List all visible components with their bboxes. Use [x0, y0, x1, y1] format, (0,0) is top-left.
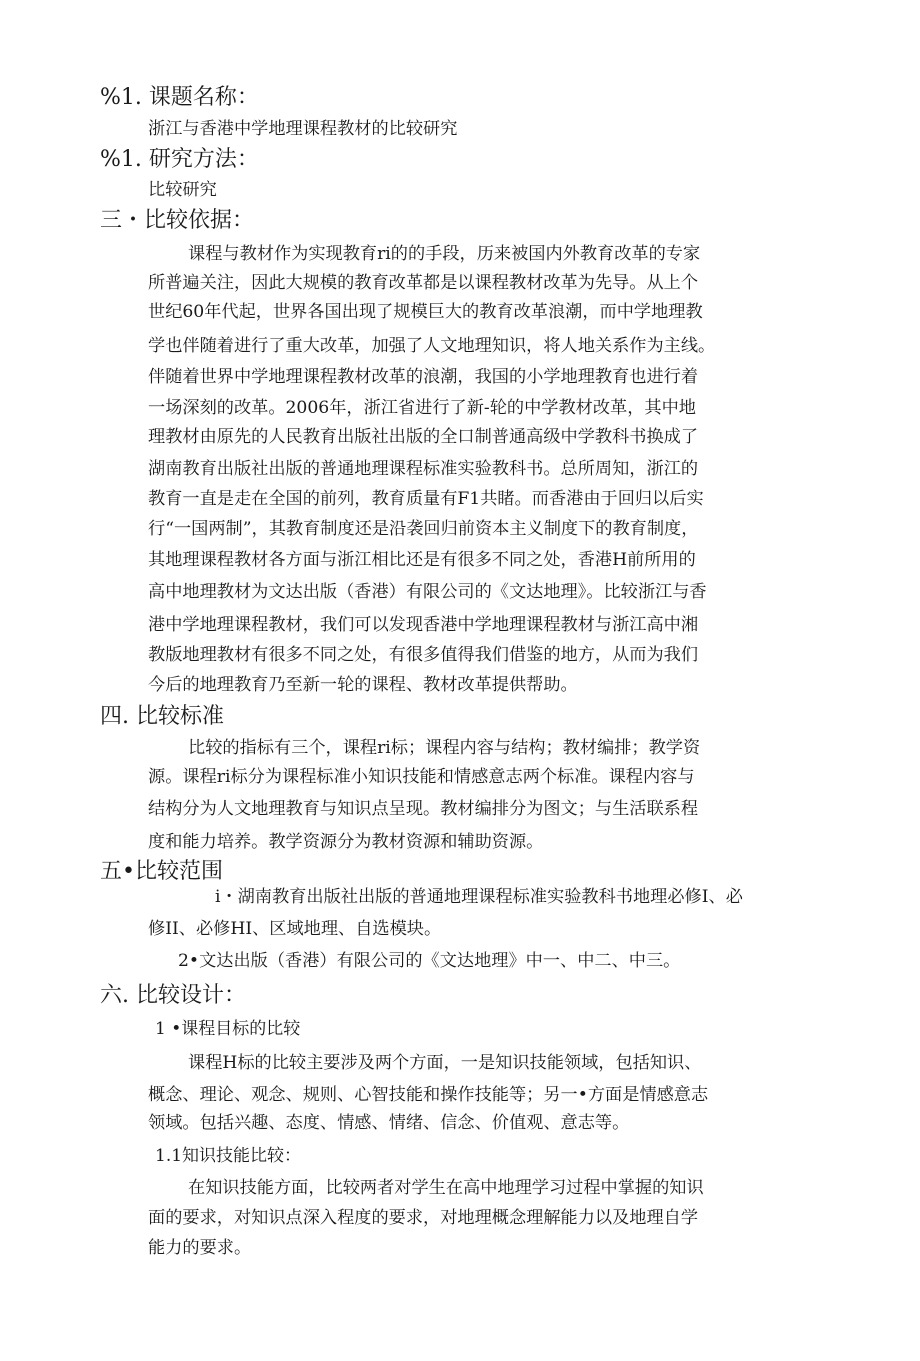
section-6-line-2: 概念、理论、观念、规则、心智技能和操作技能等；另一•方面是情感意志: [148, 1085, 709, 1105]
section-3-line-10: 行“一国两制”，其教育制度还是沿袭回归前资本主义制度下的教育制度，: [148, 519, 699, 539]
section-6-line-4: 在知识技能方面，比较两者对学生在高中地理学习过程中掌握的知识: [188, 1178, 704, 1198]
section-4-line-4: 度和能力培养。教学资源分为教材资源和辅助资源。: [148, 832, 544, 852]
section-1-heading: %1. 课题名称：: [100, 85, 259, 110]
section-3-line-8: 湖南教育出版社出版的普通地理课程标准实验教科书。总所周知，浙江的: [148, 459, 699, 479]
section-4-line-2: 源。课程ri标分为课程标准小知识技能和情感意志两个标准。课程内容与: [148, 767, 695, 787]
section-3-line-9: 教育一直是走在全国的前列，教育质量有F1共睹。而香港由于回归以后实: [148, 489, 704, 509]
section-3-line-14: 教版地理教材有很多不同之处，有很多值得我们借鉴的地方，从而为我们: [148, 645, 699, 665]
section-3-line-11: 其地理课程教材各方面与浙江相比还是有很多不同之处，香港H前所用的: [148, 550, 696, 570]
section-3-line-7: 理教材由原先的人民教育出版社出版的全口制普通高级中学教科书换成了: [148, 427, 699, 447]
section-3-heading: 三・比较依据：: [100, 208, 255, 233]
section-5-line-1: i・湖南教育出版社出版的普通地理课程标准实验教科书地理必修I、必: [215, 887, 743, 907]
section-2-line-1: 比较研究: [148, 180, 217, 200]
section-6-line-5: 面的要求，对知识点深入程度的要求，对地理概念理解能力以及地理自学: [148, 1208, 699, 1228]
section-3-line-3: 世纪60年代起，世界各国出现了规模巨大的教育改革浪潮，而中学地理教: [148, 302, 703, 322]
section-6-subheading-2: 1.1知识技能比较：: [155, 1146, 302, 1166]
section-3-line-6: 一场深刻的改革。2006年，浙江省进行了新-轮的中学教材改革，其中地: [148, 398, 696, 418]
section-6-line-3: 领域。包括兴趣、态度、情感、情绪、信念、价值观、意志等。: [148, 1113, 630, 1133]
section-3-line-5: 伴随着世界中学地理课程教材改革的浪潮，我国的小学地理教育也进行着: [148, 367, 699, 387]
section-6-heading: 六. 比较设计：: [100, 983, 246, 1008]
section-4-heading: 四. 比较标准: [100, 704, 224, 729]
section-6-line-6: 能力的要求。: [148, 1238, 252, 1258]
section-3-line-13: 港中学地理课程教材，我们可以发现香港中学地理课程教材与浙江高中湘: [148, 615, 699, 635]
section-6-subheading-1: 1 •课程目标的比较: [155, 1019, 301, 1039]
section-6-line-1: 课程H标的比较主要涉及两个方面，一是知识技能领域，包括知识、: [188, 1053, 702, 1073]
section-5-line-2: 修II、必修HI、区域地理、自选模块。: [148, 919, 442, 939]
section-4-line-1: 比较的指标有三个，课程ri标；课程内容与结构；教材编排；教学资: [188, 738, 701, 758]
section-5-line-3: 2•文达出版（香港）有限公司的《文达地理》中一、中二、中三。: [178, 951, 681, 971]
section-3-line-4: 学也伴随着进行了重大改革，加强了人文地理知识，将人地关系作为主线。: [148, 336, 716, 356]
section-3-line-2: 所普遍关注，因此大规模的教育改革都是以课程教材改革为先导。从上个: [148, 273, 699, 293]
section-5-heading: 五•比较范围: [100, 859, 223, 884]
section-3-line-1: 课程与教材作为实现教育ri的的手段，历来被国内外教育改革的专家: [188, 244, 701, 264]
section-3-line-12: 高中地理教材为文达出版（香港）有限公司的《文达地理》。比较浙江与香: [148, 582, 707, 602]
section-3-line-15: 今后的地理教育乃至新一轮的课程、教材改革提供帮助。: [148, 675, 578, 695]
section-1-line-1: 浙江与香港中学地理课程教材的比较研究: [148, 119, 458, 139]
section-2-heading: %1. 研究方法：: [100, 147, 259, 172]
section-4-line-3: 结构分为人文地理教育与知识点呈现。教材编排分为图文；与生活联系程: [148, 799, 699, 819]
